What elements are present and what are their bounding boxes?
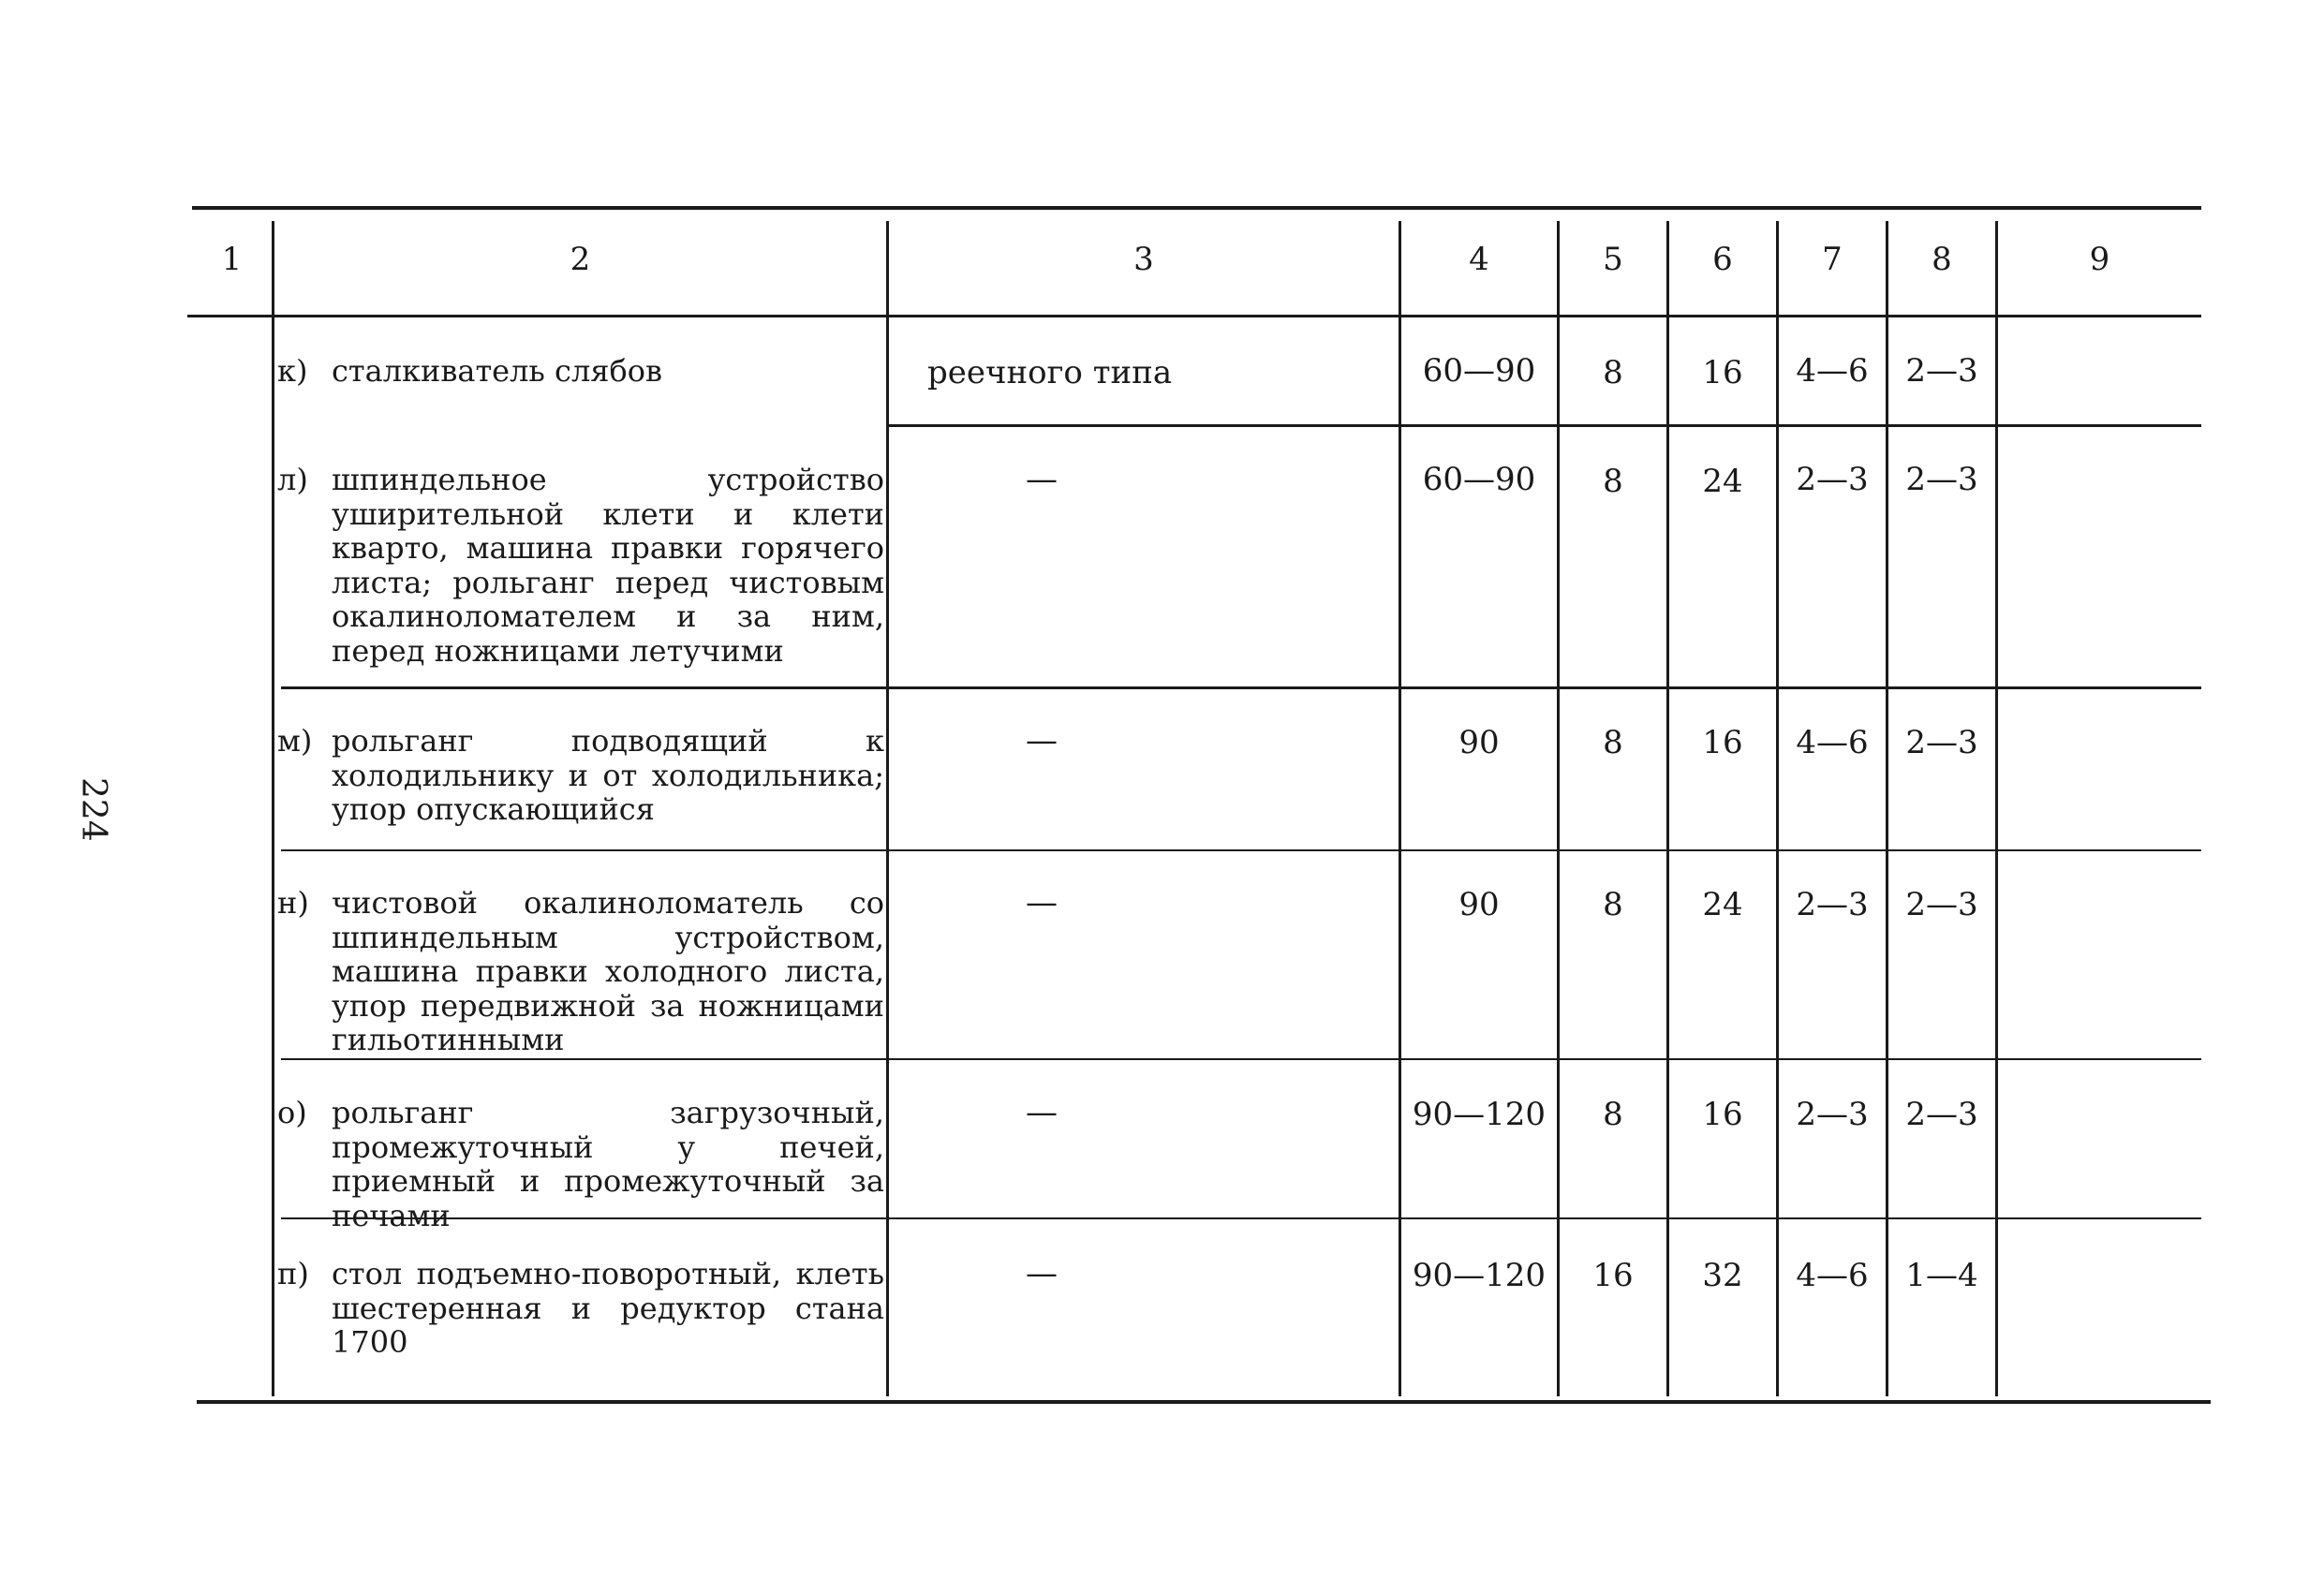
value-cell: 4—6	[1796, 724, 1869, 761]
row-label: о)	[277, 1095, 307, 1130]
value-cell: 16	[1592, 1257, 1634, 1294]
row-label: м)	[277, 723, 313, 759]
value-cell: 90	[1458, 886, 1500, 923]
table-bottom-rule	[197, 1400, 2211, 1404]
value-cell: 8	[1603, 463, 1623, 500]
type-cell: —	[1026, 461, 1058, 498]
column-header: 7	[1822, 241, 1843, 278]
row-separator	[281, 1058, 2201, 1060]
row-description	[277, 463, 884, 668]
value-cell: 32	[1702, 1257, 1743, 1294]
row-separator	[281, 849, 2201, 851]
row-description	[277, 886, 884, 1057]
page-number: 224	[74, 777, 112, 842]
column-header: 4	[1469, 241, 1489, 278]
type-cell: —	[1026, 1094, 1058, 1131]
row-label: к)	[277, 353, 308, 389]
column-header: 3	[1133, 241, 1154, 278]
value-cell: 24	[1702, 886, 1743, 923]
value-cell: 4—6	[1796, 352, 1869, 390]
column-divider	[1886, 221, 1888, 1396]
value-cell: 16	[1702, 1096, 1743, 1133]
value-cell: 2—3	[1905, 461, 1978, 498]
value-cell: 60—90	[1422, 461, 1536, 498]
column-header: 6	[1712, 241, 1733, 278]
value-cell: 2—3	[1796, 461, 1869, 498]
row-label: п)	[277, 1256, 309, 1291]
row-text: чистовой окалиноломатель со шпиндельным устройством, машина правки холодного листа, упор передвижной за ножницами гильотинными	[332, 885, 884, 1057]
column-divider	[1995, 221, 1998, 1396]
value-cell: 2—3	[1905, 352, 1978, 390]
row-separator	[281, 686, 2201, 689]
value-cell: 8	[1603, 724, 1623, 761]
type-cell: —	[1026, 1255, 1058, 1292]
row-text: сталкиватель слябов	[332, 353, 662, 389]
row-text: рольганг загрузочный, промежуточный у печей, приемный и промежуточный за печами	[332, 1095, 884, 1233]
value-cell: 2—3	[1905, 886, 1978, 923]
column-header: 8	[1932, 241, 1952, 278]
value-cell: 16	[1702, 354, 1743, 391]
column-header: 2	[570, 241, 591, 278]
column-header: 1	[221, 241, 243, 278]
row-label: н)	[277, 885, 309, 921]
type-cell: —	[1026, 884, 1058, 922]
value-cell: 8	[1603, 1096, 1623, 1133]
row-description	[277, 1096, 884, 1232]
value-cell: 24	[1702, 463, 1743, 500]
row-description	[277, 1257, 884, 1360]
row-description	[277, 724, 884, 827]
value-cell: 90—120	[1412, 1096, 1547, 1133]
row-label: л)	[277, 462, 308, 497]
value-cell: 90	[1458, 724, 1500, 761]
row-text: стол подъемно-поворотный, клеть шестеренная и редуктор стана 1700	[332, 1256, 884, 1360]
value-cell: 90—120	[1412, 1257, 1547, 1294]
column-divider	[1399, 221, 1401, 1396]
row-text: рольганг подводящий к холодильнику и от холодильника; упор опускающийся	[332, 723, 884, 827]
row-separator	[888, 424, 2201, 427]
value-cell: 2—3	[1905, 724, 1978, 761]
column-header: 9	[2089, 241, 2110, 278]
column-header: 5	[1603, 241, 1623, 278]
value-cell: 4—6	[1796, 1257, 1869, 1294]
column-divider	[272, 221, 274, 1396]
value-cell: 8	[1603, 354, 1623, 391]
value-cell: 2—3	[1796, 886, 1869, 923]
type-cell: реечного типа	[927, 354, 1173, 391]
value-cell: 1—4	[1905, 1257, 1978, 1294]
column-divider	[1557, 221, 1560, 1396]
column-divider	[1776, 221, 1779, 1396]
row-text: шпиндельное устройство уширительной клети и клети кварто, машина правки горячего листа; рольганг перед чистовым окалиноломателем и за ним, перед ножницами летучими	[332, 462, 884, 669]
column-divider	[1666, 221, 1669, 1396]
type-cell: —	[1026, 722, 1058, 760]
row-description	[277, 354, 884, 389]
value-cell: 60—90	[1422, 352, 1536, 390]
table-top-rule	[192, 206, 2201, 210]
value-cell: 2—3	[1905, 1096, 1978, 1133]
value-cell: 16	[1702, 724, 1743, 761]
header-bottom-rule	[187, 315, 2201, 317]
value-cell: 8	[1603, 886, 1623, 923]
value-cell: 2—3	[1796, 1096, 1869, 1133]
column-divider	[886, 221, 889, 1396]
